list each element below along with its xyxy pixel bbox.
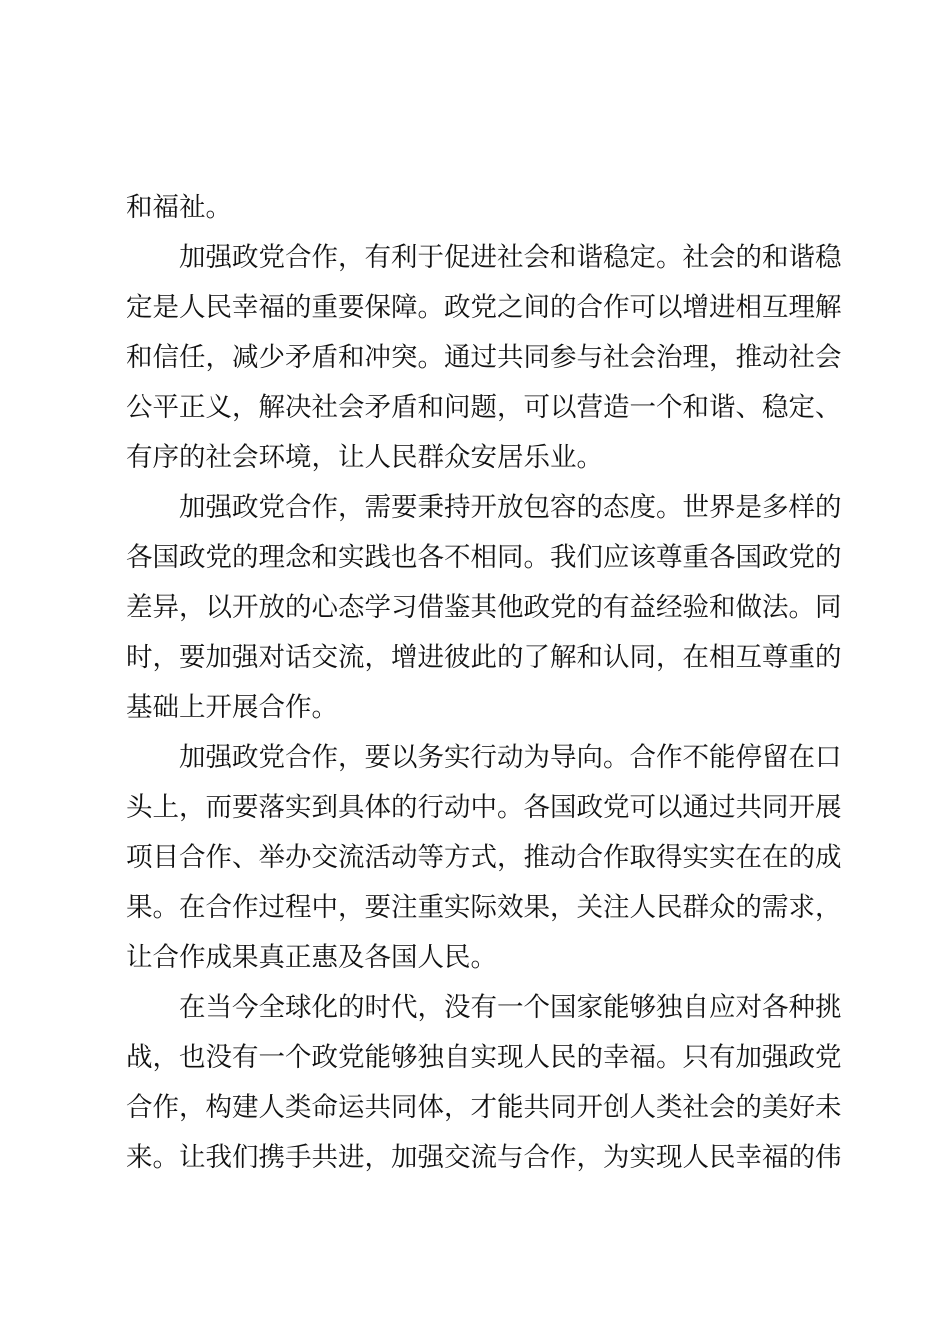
text-line: 战，也没有一个政党能够独自实现人民的幸福。只有加强政党 <box>126 1042 842 1073</box>
text-line: 公平正义，解决社会矛盾和问题，可以营造一个和谐、稳定、 <box>126 392 842 423</box>
paragraph-2 <box>126 233 842 483</box>
paragraph-4 <box>126 733 842 983</box>
text-line: 时，要加强对话交流，增进彼此的了解和认同，在相互尊重的 <box>126 642 842 673</box>
paragraph-5 <box>126 983 842 1183</box>
text-line: 项目合作、举办交流活动等方式，推动合作取得实实在在的成 <box>126 842 842 873</box>
text-line: 加强政党合作，有利于促进社会和谐稳定。社会的和谐稳 <box>179 242 842 273</box>
document-body <box>126 183 842 1183</box>
text-line: 各国政党的理念和实践也各不相同。我们应该尊重各国政党的 <box>126 542 842 573</box>
text-line: 让合作成果真正惠及各国人民。 <box>126 942 497 973</box>
text-line: 果。在合作过程中，要注重实际效果，关注人民群众的需求， <box>126 892 842 923</box>
text-line: 差异，以开放的心态学习借鉴其他政党的有益经验和做法。同 <box>126 592 842 623</box>
text-line: 基础上开展合作。 <box>126 692 338 723</box>
paragraph-1 <box>126 183 836 233</box>
text-line: 头上，而要落实到具体的行动中。各国政党可以通过共同开展 <box>126 792 842 823</box>
text-line: 在当今全球化的时代，没有一个国家能够独自应对各种挑 <box>179 992 842 1023</box>
text-line: 合作，构建人类命运共同体，才能共同开创人类社会的美好未 <box>126 1092 842 1123</box>
text-line: 加强政党合作，要以务实行动为导向。合作不能停留在口 <box>179 742 842 773</box>
text-line: 来。让我们携手共进，加强交流与合作，为实现人民幸福的伟 <box>126 1142 842 1173</box>
text-line: 定是人民幸福的重要保障。政党之间的合作可以增进相互理解 <box>126 292 842 323</box>
text-line: 加强政党合作，需要秉持开放包容的态度。世界是多样的 <box>179 492 842 523</box>
text-line: 有序的社会环境，让人民群众安居乐业。 <box>126 442 603 473</box>
text-line: 和福祉。 <box>126 192 232 223</box>
text-line: 和信任，减少矛盾和冲突。通过共同参与社会治理，推动社会 <box>126 342 842 373</box>
paragraph-3 <box>126 483 842 733</box>
